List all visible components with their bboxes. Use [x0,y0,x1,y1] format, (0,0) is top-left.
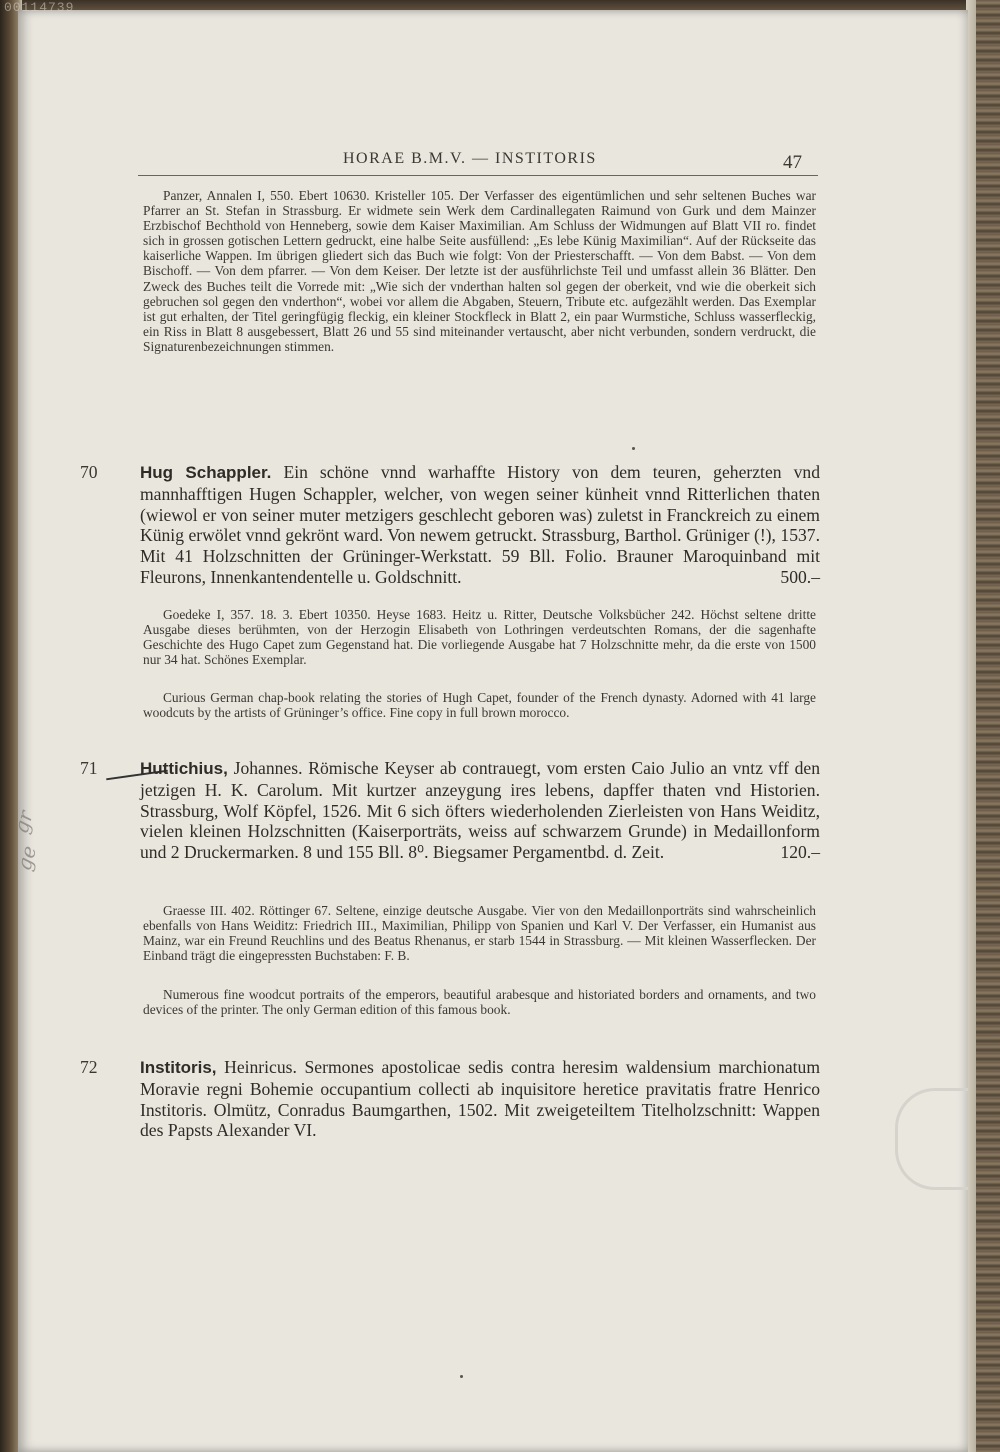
entry-description: Heinricus. Sermones apostolicae sedis contra heresim waldensium marchionatum Moravie regni Bohemie occupantium collecti ab inquisitore heretice pravitatis fratre Henrico Institoris. Olmütz, Conradus Baumgarthen, 1502. Mit zweigeteiltem Titelholzschnitt: Wappen des Papsts Alexander VI. [140,1057,821,1141]
entry-70-note-german: Goedeke I, 357. 18. 3. Ebert 10350. Heyse 1683. Heitz u. Ritter, Deutsche Volksbücher 242. Höchst seltene dritte Ausgabe dieses berühmten, von der Herzogin Elisabeth von Lothringen verdeutschten Romans, der die sagenhafte Geschichte des Hugo Capet zum Gegenstand hat. Die vorliegende Ausgabe hat 7 Holzschnitte mehr, da die erste von 1500 nur 34 hat. Schönes Exemplar. [143,607,816,668]
book-page [8,10,968,1452]
entry-description: Ein schöne vnnd warhaffte History von dem teuren, geherzten vnd mannhafftigen Hugen Schappler, welcher, von wegen seiner künheit vnnd Ritterlichen thaten (wiewol er von seiner muter metzigers geschlecht geboren was) zuletst in Franckreich zu einem Künig erwölet vnnd gekrönt ward. Von newem getruckt. Strassburg, Barthol. Grüniger (!), 1537. Mit 41 Holzschnitten der Grüninger-Werkstatt. 59 Bll. Folio. Brauner Maroquinband mit Fleurons, Innenkantendentelle u. Goldschnitt. [140,462,820,587]
entry-number: 70 [80,462,98,482]
entry-heading: Hug Schappler. [140,463,272,482]
entry-heading: Huttichius, [140,759,228,778]
entry-number: 72 [80,1057,98,1077]
header-rule [138,175,818,176]
entry-price: 120.– [780,842,820,863]
ink-dot [460,1375,463,1378]
pencil-margin-note: ge [11,842,42,874]
book-right-edge [966,0,1000,1452]
ink-dot [632,447,635,450]
entry-71-note-german: Graesse III. 402. Röttinger 67. Seltene, einzige deutsche Ausgabe. Vier von den Medaillonporträts sind wahrscheinlich ebenfalls von Hans Weiditz: Friedrich III., Maximilian, Philipp von Spanien und Karl V. Der Verfasser, ein Humanist aus Mainz, war ein Freund Reuchlins und des Beatus Rhenanus, er starb 1544 in Strassburg. — Mit kleinen Wasserflecken. Der Einband trägt die eingepressten Buchstaben: F. B. [143,903,816,964]
catalog-entry-71 [80,758,821,863]
entry-70-note-english: Curious German chap-book relating the stories of Hugh Capet, founder of the French dynasty. Adorned with 41 large woodcuts by the artists of Grüninger’s office. Fine copy in full brown morocco. [143,690,816,721]
page-content [8,10,968,1452]
entry-description: Johannes. Römische Keyser ab contrauegt, vom ersten Caio Julio an vntz vff den jetzigen H. K. Carolum. Mit kurtzer anzeygung ires lebens, dapffer thaten vnd Historien. Strassburg, Wolf Köpfel, 1526. Mit 6 sich öfters wiederholenden Zierleisten von Hans Weiditz, vielen kleinen Holzschnitten (Kaiserporträts, weiss auf schwarzem Grunde) in Medaillonform und 2 Druckermarken. 8 und 155 Bll. 8⁰. Biegsamer Pergamentbd. d. Zeit. [140,758,821,863]
catalog-entry-70 [80,462,820,588]
page-number: 47 [783,152,802,173]
continued-note: Panzer, Annalen I, 550. Ebert 10630. Kristeller 105. Der Verfasser des eigentümlichen und sehr seltenen Buches war Pfarrer an St. Stefan in Strassburg. Er widmete sein Werk dem Cardinallegaten Raimund von Gurk und dem Mainzer Erzbischof Bechthold von Henneberg, sowie dem Kaiser Maximilian. Am Schluss der Widmungen auf Blatt VII ro. findet sich in grossen gotischen Lettern gedruckt, eine halbe Seite ausfüllend: „Es lebe Künig Maximilian“. Auf der Rückseite das kaiserliche Wappen. Im übrigen gliedert sich das Buch wie folgt: Von der Priesterschafft. — Von dem Babst. — Von dem Bischoff. — Von dem pfarrer. — Von dem Keiser. Der letzte ist der ausführlichste Teil und umfasst allein 36 Blätter. Den Zweck des Buches teilt die Vorrede mit: „Wie sich der vnderthan halten sol gegen der oberkeit, vnd wie die oberkeit sich gebruchen sol gegen den vnderthon“, wobei vor allem die Abgaben, Steuern, Tribute etc. aufgezählt werden. Das Exemplar ist gut erhalten, der Titel geringfügig fleckig, ein kleiner Stockfleck in Blatt 2, ein paar Wurmstiche, Schluss wasserfleckig, ein Riss in Blatt 8 ausgebessert, Blatt 26 und 55 sind miteinander vertauscht, aber nicht verbunden, sondern verdruckt, die Signaturenbezeichnungen stimmen. [143,188,816,354]
entry-heading: Institoris, [140,1058,217,1077]
catalog-entry-72 [80,1057,821,1141]
scan-id: 00114739 [4,0,75,15]
entry-71-note-english: Numerous fine woodcut portraits of the emperors, beautiful arabesque and historiated borders and ornaments, and two devices of the printer. The only German edition of this famous book. [143,987,816,1018]
page-clip [895,1088,968,1190]
running-title: HORAE B.M.V. — INSTITORIS [343,150,597,167]
pencil-margin-note: gr [8,808,38,836]
entry-number: 71 [80,758,98,778]
entry-price: 500.– [780,566,820,587]
